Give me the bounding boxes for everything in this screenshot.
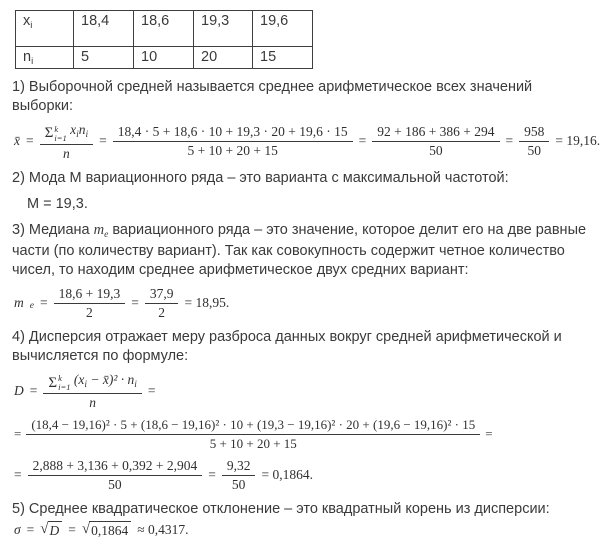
table-cell: [16, 47, 74, 69]
equals-sign: =: [505, 133, 514, 149]
equals-sign: =: [26, 522, 35, 537]
fraction: [222, 457, 256, 493]
equals-sign: =: [68, 522, 76, 537]
section3-rest: вариационного ряда – это значение, которое делит его на две равные части (по количеству вариант). Так как совокупность содержит четное количество чисел, то находим среднее арифметическое двух средних вариант:: [12, 221, 587, 278]
variance-formula-def: [14, 371, 590, 412]
fraction-denominator: 5 + 10 + 20 + 15: [209, 436, 297, 451]
table-cell: 18,6: [134, 11, 194, 47]
fraction-numerator: [40, 121, 94, 145]
table-cell: 5: [74, 47, 134, 69]
equals-sign: =: [131, 294, 139, 310]
fraction-denominator: 2: [86, 304, 93, 320]
table-cell: 18,4: [74, 11, 134, 47]
sqrt-expression: [40, 521, 62, 539]
var-x-label: x: [23, 13, 31, 29]
table-cell: 19,3: [194, 11, 253, 47]
var-n-subscript: i: [31, 56, 34, 67]
stddev-result: ≈ 0,4317.: [137, 522, 189, 537]
fraction: [145, 285, 179, 321]
fraction-numerator: 2,888 + 3,136 + 0,392 + 2,904: [28, 457, 203, 476]
sum-body: − x̄)² · n: [86, 371, 135, 387]
fraction: [26, 416, 480, 452]
fraction-denominator: 50: [429, 143, 443, 159]
table-cell: 20: [194, 47, 253, 69]
sqrt-icon: √: [40, 521, 49, 537]
section3-prefix: 3) Медиана: [12, 221, 90, 238]
median-symbol: m: [93, 221, 105, 238]
sum-body: (x: [73, 371, 85, 387]
sqrt-icon: √: [81, 521, 91, 537]
fraction-numerator: 18,6 + 19,3: [54, 285, 126, 304]
sum-symbol: [45, 125, 67, 143]
sum-upper-limit: k: [54, 123, 59, 134]
mean-formula: [14, 121, 600, 162]
fraction-denominator: n: [89, 395, 97, 410]
var-n-label: n: [23, 49, 32, 65]
radicand: 0,1864: [89, 521, 131, 539]
fraction: [28, 457, 203, 493]
equals-sign: =: [14, 426, 22, 441]
section1-text: 1) Выборочной средней называется среднее арифметическое всех значений выборки:: [12, 79, 533, 114]
table-cell: 19,6: [253, 11, 313, 47]
equals-sign: =: [208, 467, 216, 482]
equals-sign: =: [29, 382, 38, 398]
subscript: i: [76, 130, 79, 140]
equals-sign: =: [39, 294, 48, 310]
equals-sign: =: [99, 133, 107, 149]
median-subscript: e: [29, 300, 34, 311]
section4-text: 4) Дисперсия отражает меру разброса данных вокруг средней арифметической и вычисляется по формуле:: [12, 328, 562, 364]
frequency-table: [15, 10, 313, 69]
sum-limits: [54, 125, 66, 143]
var-x-subscript: i: [30, 20, 33, 31]
fraction-numerator: 9,32: [222, 457, 256, 476]
variance-formula-expanded: [14, 416, 590, 452]
sigma-symbol: σ: [14, 522, 21, 537]
fraction: [372, 123, 499, 159]
section5-text: 5) Среднее квадратическое отклонение – это квадратный корень из дисперсии:: [12, 501, 550, 517]
fraction-denominator: 2: [158, 304, 166, 320]
equals-sign: =: [485, 426, 493, 441]
median-result: = 18,95.: [184, 294, 230, 310]
sigma-icon: Σ: [44, 125, 54, 141]
fraction-numerator: 37,9: [145, 285, 179, 304]
sigma-icon: Σ: [48, 374, 58, 391]
equals-sign: =: [358, 133, 367, 149]
median-symbol: m: [14, 294, 24, 310]
section2-text: 2) Мода М вариационного ряда – это варианта с максимальной частотой:: [12, 169, 509, 186]
variance-symbol: D: [14, 382, 24, 398]
sum-body: n: [78, 122, 86, 137]
fraction-numerator: 958: [519, 123, 549, 142]
fraction-denominator: n: [63, 145, 70, 161]
equals-sign: =: [26, 133, 34, 149]
mean-result: = 19,16.: [555, 133, 600, 149]
table-cell: [16, 11, 74, 47]
median-formula: [14, 285, 590, 321]
fraction-numerator: [43, 371, 142, 395]
section3-text: [12, 221, 590, 280]
sum-limits: [58, 374, 70, 392]
sqrt-expression: [82, 521, 131, 539]
table-cell: 15: [253, 47, 313, 69]
fraction-denominator: 50: [108, 477, 122, 492]
fraction-numerator: 18,4 · 5 + 18,6 · 10 + 19,3 · 20 + 19,6 · 15: [113, 123, 353, 142]
fraction: [54, 285, 126, 321]
sum-lower-limit: i=1: [54, 132, 67, 143]
fraction-numerator: 92 + 186 + 386 + 294: [372, 123, 499, 142]
median-subscript: e: [104, 229, 109, 240]
equals-sign: =: [14, 467, 22, 482]
fraction-denominator: 5 + 10 + 20 + 15: [187, 143, 278, 159]
variance-formula-result: [14, 457, 590, 493]
table-cell: 10: [134, 47, 194, 69]
table-row: [16, 47, 313, 69]
fraction: [40, 121, 94, 162]
fraction: [113, 123, 353, 159]
fraction: [519, 123, 549, 159]
subscript: i: [134, 379, 137, 390]
fraction-denominator: 50: [527, 143, 542, 159]
variance-result: = 0,1864.: [261, 467, 313, 482]
subscript: i: [85, 130, 89, 140]
fraction-denominator: 50: [231, 477, 246, 492]
stddev-formula: [14, 521, 590, 539]
sum-upper-limit: k: [58, 373, 62, 383]
sum-body: x: [70, 122, 77, 137]
subscript: i: [84, 379, 87, 390]
radicand: D: [48, 521, 63, 539]
sum-lower-limit: i=1: [58, 382, 71, 392]
fraction: [43, 371, 142, 412]
fraction-numerator: (18,4 − 19,16)² · 5 + (18,6 − 19,16)² · 10 + (19,3 − 19,16)² · 20 + (19,6 − 19,16)² · 15: [26, 416, 480, 435]
equals-sign: =: [147, 382, 156, 398]
mode-value: М = 19,3.: [27, 195, 88, 212]
sum-symbol: [48, 374, 70, 392]
xbar-symbol: x̄: [14, 133, 20, 149]
table-row: [16, 11, 313, 47]
